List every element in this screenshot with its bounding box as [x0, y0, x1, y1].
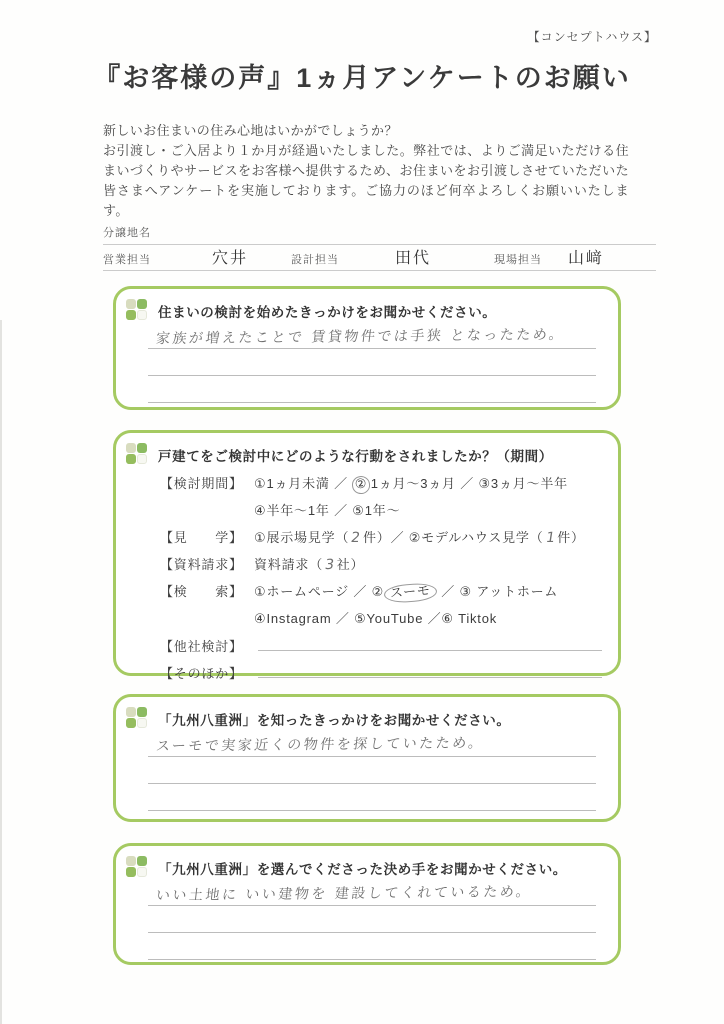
- question-text: 戸建てをご検討中にどのような行動をされましたか？（期間）: [158, 449, 553, 464]
- company-name-tag: 【コンセプトハウス】: [527, 30, 657, 44]
- handwritten-count: 1: [544, 530, 557, 546]
- sales-staff-name: 穴井: [212, 250, 249, 267]
- intro-text: [103, 121, 629, 221]
- search-options: ①ホームページ ／ ② スーモ ／ ③ アットホーム: [254, 581, 558, 602]
- question-header: [116, 846, 618, 879]
- site-staff-label: 現場担当: [494, 254, 543, 266]
- blank-answer-line: [258, 662, 602, 678]
- lot-name-label: 分譲地名: [103, 227, 151, 239]
- clover-logo-icon: [126, 443, 149, 466]
- question-text: 「九州八重洲」を知ったきっかけをお聞かせください。: [158, 713, 511, 728]
- handwritten-answer: スーモで実家近くの物件を探していたため。: [154, 735, 486, 755]
- question-text: 住まいの検討を始めたきっかけをお聞かせください。: [158, 305, 497, 320]
- scan-edge-artifact: [0, 320, 2, 1024]
- question-header: [116, 433, 618, 466]
- question-text: 「九州八重洲」を選んでくださった決め手をお聞かせください。: [158, 862, 567, 877]
- search-label: 【検 索】: [160, 584, 243, 599]
- question-box-actions: [113, 430, 621, 681]
- lot-name-field: [103, 224, 656, 245]
- visit-row: [160, 527, 602, 547]
- clover-logo-icon: [126, 707, 149, 730]
- clover-logo-icon: [126, 299, 149, 322]
- design-staff-name: 田代: [395, 250, 432, 267]
- search-options-line2: ④Instagram ／ ⑤YouTube ／⑥ Tiktok: [254, 611, 498, 626]
- period-options-rest: 1ヵ月～3ヵ月 ／ ③3ヵ月～半年: [370, 476, 568, 491]
- answer-line: [148, 784, 596, 811]
- clover-logo-icon: [126, 856, 149, 879]
- handwritten-answer: 家族が増えたことで 賃貸物件では手狭 となったため。: [155, 326, 567, 348]
- other-row: [160, 662, 602, 682]
- visit-options: ①展示場見学（2件）／ ②モデルハウス見学（1件）: [254, 530, 585, 546]
- answer-line: [148, 376, 596, 403]
- visit-label: 【見 学】: [160, 530, 243, 545]
- intro-line-1: 新しいお住まいの住み心地はいかがでしょうか？: [103, 123, 398, 138]
- blank-answer-line: [258, 635, 602, 651]
- request-row: [160, 554, 602, 574]
- search-row-2: [160, 608, 602, 628]
- period-options-line2: ④半年～1年 ／ ⑤1年～: [254, 503, 401, 518]
- answer-line: [148, 349, 596, 376]
- other-label: 【そのほか】: [160, 666, 243, 681]
- other-company-row: [160, 635, 602, 655]
- answer-line: [148, 906, 596, 933]
- question-header: [116, 289, 618, 322]
- handwritten-count: 2: [349, 530, 363, 546]
- question-box-decision: [113, 843, 621, 965]
- answer-line: [148, 879, 596, 906]
- intro-line-2: お引渡し・ご入居より１か月が経過いたしました。弊社では、よりご満足いただける住まいづくりやサービスをお客様へ提供するため、お住まいをお引渡しさせていただいた皆さまへアンケートを実施しております。ご協力のほど何卒よろしくお願いいたします。: [103, 143, 629, 218]
- period-label: 【検討期間】: [160, 476, 243, 491]
- handwritten-count: 3: [323, 557, 337, 573]
- handwritten-circle-mark: スーモ: [384, 582, 438, 603]
- question-box-awareness: [113, 694, 621, 822]
- site-staff-name: 山﨑: [568, 250, 605, 267]
- answer-line: [148, 730, 596, 757]
- period-option-1: ①1ヵ月未満 ／: [254, 476, 353, 491]
- page-title: 『お客様の声』1ヵ月アンケートのお願い: [93, 63, 631, 93]
- period-options: [254, 473, 568, 494]
- staff-row: [103, 245, 656, 271]
- search-row: [160, 581, 602, 601]
- answer-line: [148, 933, 596, 960]
- request-value: 資料請求（3社）: [254, 557, 365, 573]
- question-header: [116, 697, 618, 730]
- handwritten-answer: いい土地に いい建物を 建設してくれているため。: [154, 884, 534, 904]
- design-staff-label: 設計担当: [291, 254, 340, 266]
- request-label: 【資料請求】: [160, 557, 243, 572]
- sales-staff-label: 営業担当: [103, 254, 151, 266]
- period-options-row-2: [160, 500, 602, 520]
- period-options-row: [160, 473, 602, 493]
- question-box-kickoff: [113, 286, 621, 410]
- handwritten-circle-mark: ②: [351, 475, 371, 495]
- answer-line: [148, 322, 596, 349]
- answer-line: [148, 757, 596, 784]
- other-company-label: 【他社検討】: [160, 639, 243, 654]
